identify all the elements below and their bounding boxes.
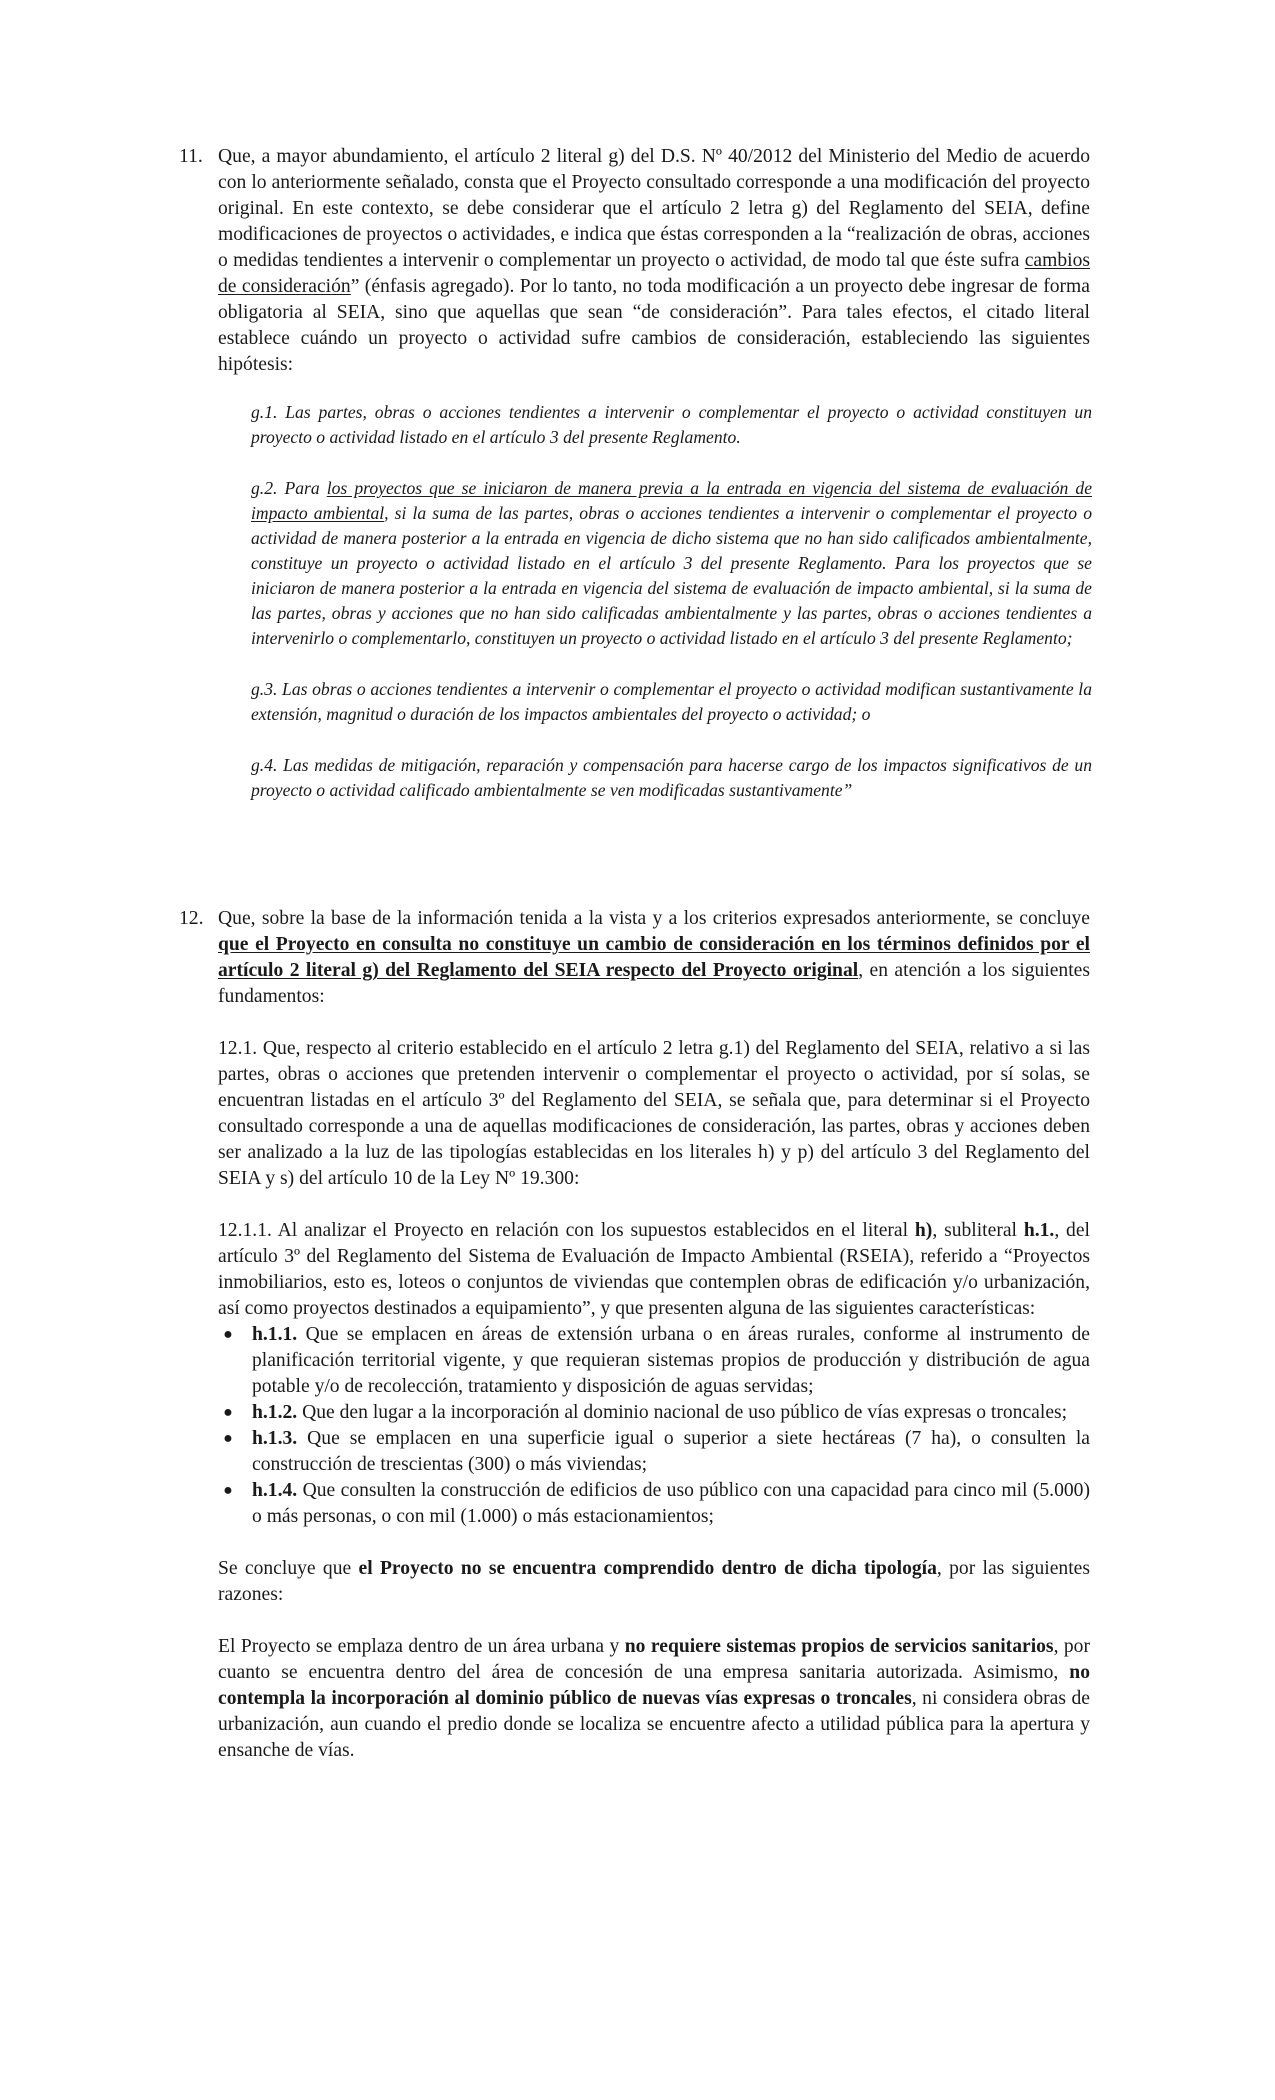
list-item: ● h.1.1. Que se emplacen en áreas de extensión urbana o en áreas rurales, conforme al instrumento de planificación territorial vigente, y que requieran sistemas propios de producción y distribución de agua potable y/o de recolección, tratamiento y disposición de aguas servidas; bbox=[218, 1322, 1090, 1400]
list-item: ● h.1.3. Que se emplacen en una superficie igual o superior a siete hectáreas (7 ha), o consulten la construcción de trescientas (300) o más viviendas; bbox=[218, 1426, 1090, 1478]
item-12-paragraph: Que, sobre la base de la información tenida a la vista y a los criterios expresados anteriormente, se concluye que el Proyecto en consulta no constituye un cambio de consideración en los términos definidos por el artículo 2 literal g) del Reglamento del SEIA respecto del Proyecto original, en atención a los siguientes fundamentos: bbox=[218, 908, 1090, 1007]
quote-g2: g.2. Para los proyectos que se iniciaron de manera previa a la entrada en vigencia del sistema de evaluación de impacto ambiental, si la suma de las partes, obras o acciones tendientes a intervenir o complementar el proyecto o actividad de manera posterior a la entrada en vigencia de dicho sistema que no han sido calificados ambientalmente, constituye un proyecto o actividad listado en el artículo 3 del presente Reglamento. Para los proyectos que se iniciaron de manera posterior a la entrada en vigencia del sistema de evaluación de impacto ambiental, si la suma de las partes, obras y acciones que no han sido calificadas ambientalmente y las partes, obras o acciones tendientes a intervenirlo o complementarlo, constituyen un proyecto o actividad listado en el artículo 3 del presente Reglamento; bbox=[251, 478, 1093, 648]
underlined-phrase: los proyectos que se iniciaron de manera previa a la entrada en vigencia del sistema de evaluación de impacto ambiental bbox=[251, 478, 1093, 523]
bullet-icon: ● bbox=[223, 1326, 233, 1343]
bold-underlined-phrase: que el Proyecto en consulta no constituye un cambio de consideración en los términos definidos por el artículo 2 literal g) del Reglamento del SEIA respecto del Proyecto original bbox=[218, 934, 1090, 981]
item-11-paragraph: Que, a mayor abundamiento, el artículo 2 literal g) del D.S. Nº 40/2012 del Ministerio del Medio de acuerdo con lo anteriormente señalado, consta que el Proyecto consultado corresponde a una modificación del proyecto original. En este contexto, se debe considerar que el artículo 2 letra g) del Reglamento del SEIA, define modificaciones de proyectos o actividades, e indica que éstas corresponden a la “realización de obras, acciones o medidas tendientes a intervenir o complementar un proyecto o actividad, de modo tal que éste sufra cambios de consideración” (énfasis agregado). Por lo tanto, no toda modificación a un proyecto debe ingresar de forma obligatoria al SEIA, sino que aquellas que sean “de consideración”. Para tales efectos, el citado literal establece cuándo un proyecto o actividad sufre cambios de consideración, estableciendo las siguientes hipótesis: bbox=[218, 146, 1090, 375]
list-item: ● h.1.2. Que den lugar a la incorporación al dominio nacional de uso público de vías expresas o troncales; bbox=[218, 1400, 1090, 1426]
conclusion-paragraph: Se concluye que el Proyecto no se encuentra comprendido dentro de dicha tipología, por las siguientes razones: bbox=[218, 1558, 1090, 1605]
underlined-phrase: cambios de consideración bbox=[218, 250, 1090, 297]
list-item: ● h.1.4. Que consulten la construcción de edificios de uso público con una capacidad para cinco mil (5.000) o más personas, o con mil (1.000) o más estacionamientos; bbox=[218, 1478, 1090, 1530]
item-number: 11. bbox=[179, 146, 203, 167]
paragraph-12-1: 12.1. Que, respecto al criterio establecido en el artículo 2 letra g.1) del Reglamento del SEIA, relativo a si las partes, obras o acciones que pretenden intervenir o complementar el proyecto o actividad, por sí solas, se encuentran listadas en el artículo 3º del Reglamento del SEIA, se señala que, para determinar si el Proyecto consultado corresponde a una de aquellas modificaciones de consideración, las partes, obras y acciones deben ser analizado a la luz de las tipologías establecidas en los literales h) y p) del artículo 3 del Reglamento del SEIA y s) del artículo 10 de la Ley Nº 19.300: bbox=[218, 1038, 1090, 1189]
quote-g1: g.1. Las partes, obras o acciones tendientes a intervenir o complementar el proyecto o actividad constituyen un proyecto o actividad listado en el artículo 3 del presente Reglamento. bbox=[251, 402, 1092, 447]
bullet-icon: ● bbox=[223, 1404, 233, 1421]
item-11 bbox=[179, 144, 1093, 803]
item-number: 12. bbox=[179, 908, 204, 929]
paragraph-12-1-1: 12.1.1. Al analizar el Proyecto en relación con los supuestos establecidos en el literal h), subliteral h.1., del artículo 3º del Reglamento del Sistema de Evaluación de Impacto Ambiental (RSEIA), referido a “Proyectos inmobiliarios, esto es, loteos o conjuntos de viviendas que contemplen obras de edificación y/o urbanización, así como proyectos destinados a equipamiento”, y que presenten alguna de las siguientes características: bbox=[218, 1220, 1090, 1319]
quote-g3: g.3. Las obras o acciones tendientes a intervenir o complementar el proyecto o actividad modifican sustantivamente la extensión, magnitud o duración de los impactos ambientales del proyecto o actividad; o bbox=[251, 679, 1092, 724]
criteria-list bbox=[218, 1322, 1090, 1530]
bullet-icon: ● bbox=[223, 1482, 233, 1499]
bullet-icon: ● bbox=[223, 1430, 233, 1447]
quote-g4: g.4. Las medidas de mitigación, reparación y compensación para hacerse cargo de los impactos significativos de un proyecto o actividad calificado ambientalmente se ven modificadas sustantivamente” bbox=[251, 755, 1092, 800]
item-12 bbox=[179, 906, 1091, 1764]
final-paragraph: El Proyecto se emplaza dentro de un área urbana y no requiere sistemas propios de servicios sanitarios, por cuanto se encuentra dentro del área de concesión de una empresa sanitaria autorizada. Asimismo, no contempla la incorporación al dominio público de nuevas vías expresas o troncales, ni considera obras de urbanización, aun cuando el predio donde se localiza se encuentre afecto a utilidad pública para la apertura y ensanche de vías. bbox=[218, 1636, 1091, 1761]
